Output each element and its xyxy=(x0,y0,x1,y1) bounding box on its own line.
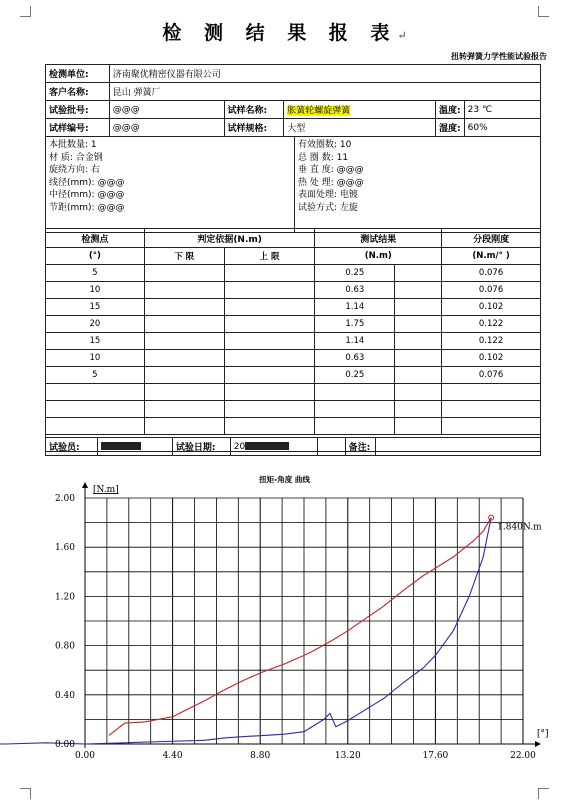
client-value xyxy=(109,83,540,101)
report-subtitle: 扭转弹簧力学性能试验报告 xyxy=(451,52,547,61)
cell-point: 10 xyxy=(46,282,145,299)
cell-point: 5 xyxy=(46,367,145,384)
cell-blank xyxy=(395,265,442,282)
report-title-text: 检 测 结 果 报 表 xyxy=(162,22,398,44)
humidity-value: 60% xyxy=(464,119,540,137)
table-row-empty xyxy=(46,384,541,401)
temperature-label: 温度: xyxy=(436,101,465,119)
page-corner-mark xyxy=(538,6,549,17)
cell-stiffness: 0.102 xyxy=(442,350,541,367)
cell-upper xyxy=(224,316,315,333)
table-row xyxy=(46,137,541,233)
y-tick-label: 1.20 xyxy=(54,592,75,603)
x-tick-label: 22.00 xyxy=(510,751,536,761)
param-line: 中径(mm): @@@ xyxy=(49,190,125,200)
param-line: 热 处 理: @@@ xyxy=(298,177,364,188)
cell-point: 15 xyxy=(46,299,145,316)
chart-title: 扭矩-角度 曲线 xyxy=(259,475,310,484)
cell-point: 5 xyxy=(46,265,145,282)
y-tick-label: 2.00 xyxy=(54,494,75,504)
cell-stiffness: 0.076 xyxy=(442,265,541,282)
table-row xyxy=(46,65,541,83)
cell-lower xyxy=(144,367,224,384)
cell-blank xyxy=(395,299,442,316)
y-axis-arrow xyxy=(82,482,88,488)
table-row xyxy=(46,350,541,367)
y-tick-label: 0.80 xyxy=(54,641,75,652)
batch-no-label: 试验批号: xyxy=(46,101,110,119)
cell-lower xyxy=(144,350,224,367)
cell-lower xyxy=(144,282,224,299)
cell-stiffness: 0.102 xyxy=(442,299,541,316)
param-line: 本批数量: 1 xyxy=(49,140,97,150)
x-tick-label: 13.20 xyxy=(334,751,361,761)
signature-table xyxy=(45,437,541,456)
result-unit: (N.m) xyxy=(315,248,442,265)
info-table xyxy=(45,64,541,137)
cell-upper xyxy=(224,299,315,316)
cell-lower xyxy=(144,265,224,282)
table-row xyxy=(46,265,541,282)
cell-lower xyxy=(144,316,224,333)
table-row xyxy=(46,316,541,333)
cell-stiffness: 0.122 xyxy=(442,316,541,333)
cell-blank xyxy=(395,282,442,299)
humidity-label: 湿度: xyxy=(436,119,465,137)
sample-spec-value: 大型 xyxy=(284,119,436,137)
x-axis-arrow xyxy=(535,741,541,747)
sample-spec-label: 试样规格: xyxy=(224,119,284,137)
y-tick-label: 0.00 xyxy=(54,740,75,750)
redacted-date xyxy=(245,442,289,450)
y-tick-label: 1.60 xyxy=(54,543,75,554)
unit-value: 济南聚优精密仪器有限公司 xyxy=(109,65,540,83)
sample-name-label: 试样名称: xyxy=(224,101,284,119)
x-tick-label: 8.80 xyxy=(250,751,271,761)
param-line: 试验方式: 左旋 xyxy=(298,202,358,213)
col-header-result: 测试结果 xyxy=(315,229,442,248)
unit-label: 检测单位: xyxy=(46,65,110,83)
peak-annotation: 1.840N.m xyxy=(497,522,542,533)
page-corner-mark xyxy=(20,6,31,17)
table-header-row xyxy=(46,229,541,248)
param-line: 垂 直 度: @@@ xyxy=(298,165,364,175)
col-header-stiffness: 分段刚度 xyxy=(442,229,541,248)
cell-upper xyxy=(224,265,315,282)
client-value-text: 昆山 弹簧厂 xyxy=(112,88,161,98)
params-left-column xyxy=(46,137,295,233)
cell-result: 0.63 xyxy=(315,350,395,367)
torque-angle-chart xyxy=(0,460,569,790)
cell-lower xyxy=(144,333,224,350)
paragraph-mark: ↵ xyxy=(397,29,407,42)
sample-name-value xyxy=(284,101,436,119)
sample-id-value: @@@ xyxy=(109,119,224,137)
cell-result: 1.14 xyxy=(315,299,395,316)
sample-id-label: 试样编号: xyxy=(46,119,110,137)
upper-limit-header: 上 限 xyxy=(224,248,315,265)
cell-stiffness: 0.076 xyxy=(442,367,541,384)
table-row xyxy=(46,438,541,456)
client-label: 客户名称: xyxy=(46,83,110,101)
lower-limit-header: 下 限 xyxy=(144,248,224,265)
stiffness-unit: (N.m/° ) xyxy=(442,248,541,265)
test-date-value xyxy=(230,438,317,456)
cell-result: 1.75 xyxy=(315,316,395,333)
table-row xyxy=(46,333,541,350)
cell-upper xyxy=(224,350,315,367)
table-row xyxy=(46,282,541,299)
table-row xyxy=(46,83,541,101)
table-row xyxy=(46,101,541,119)
test-date-label: 试验日期: xyxy=(172,438,230,456)
y-tick-label: 0.40 xyxy=(54,690,75,701)
x-axis-label: [°] xyxy=(537,729,549,739)
report-title xyxy=(0,18,569,45)
cell-upper xyxy=(224,333,315,350)
cell-stiffness: 0.076 xyxy=(442,282,541,299)
cell-blank xyxy=(395,333,442,350)
cell-upper xyxy=(224,282,315,299)
param-line: 节距(mm): @@@ xyxy=(49,202,125,213)
table-row xyxy=(46,119,541,137)
cell-result: 0.25 xyxy=(315,265,395,282)
col-header-point: 检测点 xyxy=(46,229,145,248)
table-row xyxy=(46,367,541,384)
batch-no-value: @@@ xyxy=(109,101,224,119)
loading-curve xyxy=(109,518,491,736)
cell-result: 0.25 xyxy=(315,367,395,384)
param-line: 旋绕方向: 右 xyxy=(49,165,100,175)
results-table xyxy=(45,228,541,452)
cell-blank xyxy=(395,350,442,367)
table-row-empty xyxy=(46,418,541,435)
cell-point: 15 xyxy=(46,333,145,350)
param-line: 线径(mm): @@@ xyxy=(49,177,125,188)
redacted-name xyxy=(101,442,141,450)
tester-value xyxy=(97,438,172,456)
col-header-criterion: 判定依据(N.m) xyxy=(144,229,315,248)
point-unit: (°) xyxy=(46,248,145,265)
param-line: 表面处理: 电镀 xyxy=(298,190,358,200)
note-value xyxy=(375,438,540,456)
table-row xyxy=(46,299,541,316)
x-tick-label: 4.40 xyxy=(162,751,183,761)
blank-cell xyxy=(317,438,345,456)
note-label: 备注: xyxy=(345,438,375,456)
params-table xyxy=(45,136,541,233)
table-row-empty xyxy=(46,401,541,418)
cell-stiffness: 0.122 xyxy=(442,333,541,350)
temperature-value: 23 ℃ xyxy=(464,101,540,119)
params-right-column xyxy=(295,137,541,233)
param-line: 总 圈 数: 11 xyxy=(298,152,349,163)
param-line: 材 质: 合金钢 xyxy=(49,152,103,163)
cell-blank xyxy=(395,316,442,333)
x-tick-label: 0.00 xyxy=(74,751,96,761)
cell-upper xyxy=(224,367,315,384)
cell-blank xyxy=(395,367,442,384)
table-subheader-row xyxy=(46,248,541,265)
sample-name-highlight: 胀簧轮螺旋弹簧 xyxy=(287,106,351,116)
cell-result: 1.14 xyxy=(315,333,395,350)
x-tick-label: 17.60 xyxy=(422,751,449,761)
cell-result: 0.63 xyxy=(315,282,395,299)
cell-point: 10 xyxy=(46,350,145,367)
cell-point: 20 xyxy=(46,316,145,333)
tester-label: 试验员: xyxy=(46,438,98,456)
test-date-text: 20 xyxy=(233,441,246,452)
y-axis-label: [N.m] xyxy=(93,485,119,495)
cell-lower xyxy=(144,299,224,316)
param-line: 有效圈数: 10 xyxy=(298,140,352,150)
